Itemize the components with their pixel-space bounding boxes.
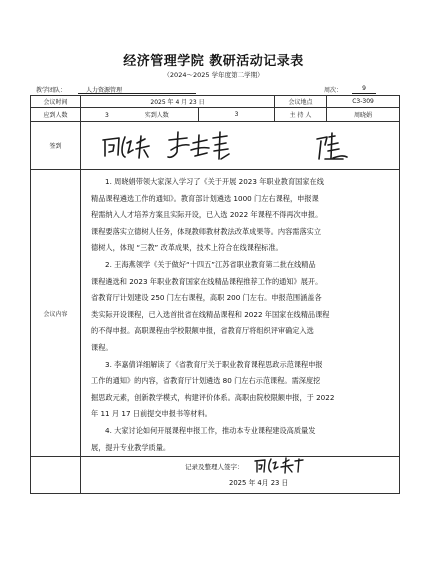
row-meeting-time: [31, 96, 400, 108]
content-line: 掘思政元素，创新教学模式，构建评价体系。高职由院校限额申报，于 2022: [91, 392, 335, 402]
content-line: 省教育厅计划建设 250 门左右课程，高职 200 门左右。申报范围涵盖各: [91, 293, 322, 303]
team-label: 教学团队：: [36, 87, 67, 94]
recorder-footer: [81, 457, 399, 493]
content-line: 精品课程遴选工作的通知》。教育部计划遴选 1000 门左右课程，申报课: [91, 193, 319, 203]
row-attendance: [31, 108, 400, 122]
content-line: 3. 李嘉倩详细解读了《省教育厅关于职业教育课程思政示范课程申报: [105, 359, 323, 369]
content-line: 课程要落实立德树人任务，体现教师教材教法改革成果等。内容需落实立: [91, 226, 322, 236]
expected-label: 应到人数: [31, 108, 81, 122]
actual-value: 3: [199, 108, 275, 122]
host-value: 周晓娟: [327, 108, 400, 122]
content-body: [91, 174, 391, 456]
content-line: 展，提升专业教学质量。: [91, 442, 171, 452]
content-line: 程需纳入人才培养方案且实际开设，已入选 2022 年课程不得再次申报。: [91, 210, 323, 220]
handwritten-signatures: [81, 123, 399, 169]
record-table: [30, 95, 400, 494]
content-line: 2. 王海燕领学《关于做好“十四五”江苏省职业教育第二批在线精品: [105, 259, 316, 269]
row-signin: [31, 122, 400, 170]
expected-value-cell: [81, 108, 199, 122]
recorder-left-blank: [31, 457, 81, 494]
recorder-label: 记录及整理人签字：: [185, 463, 244, 472]
meta-row: [34, 85, 394, 95]
content-line: 课程遴选和 2023 年职业教育国家在线精品课程推荐工作的通知》展开。: [91, 276, 323, 286]
host-label: 主 持 人: [275, 108, 327, 122]
content-line: 类实际开设课程，已入选首批省在线精品课程和 2022 年国家在线精品课程: [91, 309, 330, 319]
meeting-place-label: 会议地点: [275, 96, 327, 108]
record-date: 2025 年 4月 23 日: [229, 479, 289, 488]
row-content: [31, 170, 400, 457]
actual-label: 实到人数: [144, 112, 169, 119]
signin-label: 签到: [31, 122, 81, 170]
content-line: 年 11 月 17 日前提交申报书等材料。: [91, 409, 212, 419]
content-cell: [81, 170, 400, 457]
meeting-place-value: C3-309: [327, 96, 400, 108]
meeting-time-value: 2025 年 4 月 23 日: [81, 96, 275, 108]
week-value: 9: [352, 85, 376, 94]
content-line: 课程。: [91, 342, 113, 352]
content-line: 的不得申报。高职课程由学校限额申报，省教育厅将组织评审确定入选: [91, 326, 314, 336]
signin-signatures: [81, 122, 400, 170]
meeting-time-label: 会议时间: [31, 96, 81, 108]
recorder-cell: [81, 457, 400, 494]
row-recorder: [31, 457, 400, 494]
semester-subtitle: （2024～2025 学年度第二学期）: [163, 71, 264, 79]
content-line: 工作的通知》的内容，省教育厅计划遴选 80 门左右示范课程。需深度挖: [91, 376, 321, 386]
content-line: 4. 大家讨论如何开展课程申报工作，推动本专业课程建设高质量发: [105, 425, 316, 435]
content-line: 1. 周晓娟带领大家深入学习了《关于开展 2023 年职业教育国家在线: [105, 177, 324, 186]
recorder-signature: [251, 455, 311, 475]
team-value: 人力资源管理: [78, 85, 196, 94]
content-line: 德树人，体现 “三教” 改革成果，技术上符合在线课程标准。: [91, 243, 283, 253]
expected-value: 3: [105, 112, 109, 119]
page-title: 经济管理学院 教研活动记录表: [123, 54, 304, 69]
content-label: 会议内容: [31, 170, 81, 457]
week-label: 周次：: [324, 87, 343, 94]
